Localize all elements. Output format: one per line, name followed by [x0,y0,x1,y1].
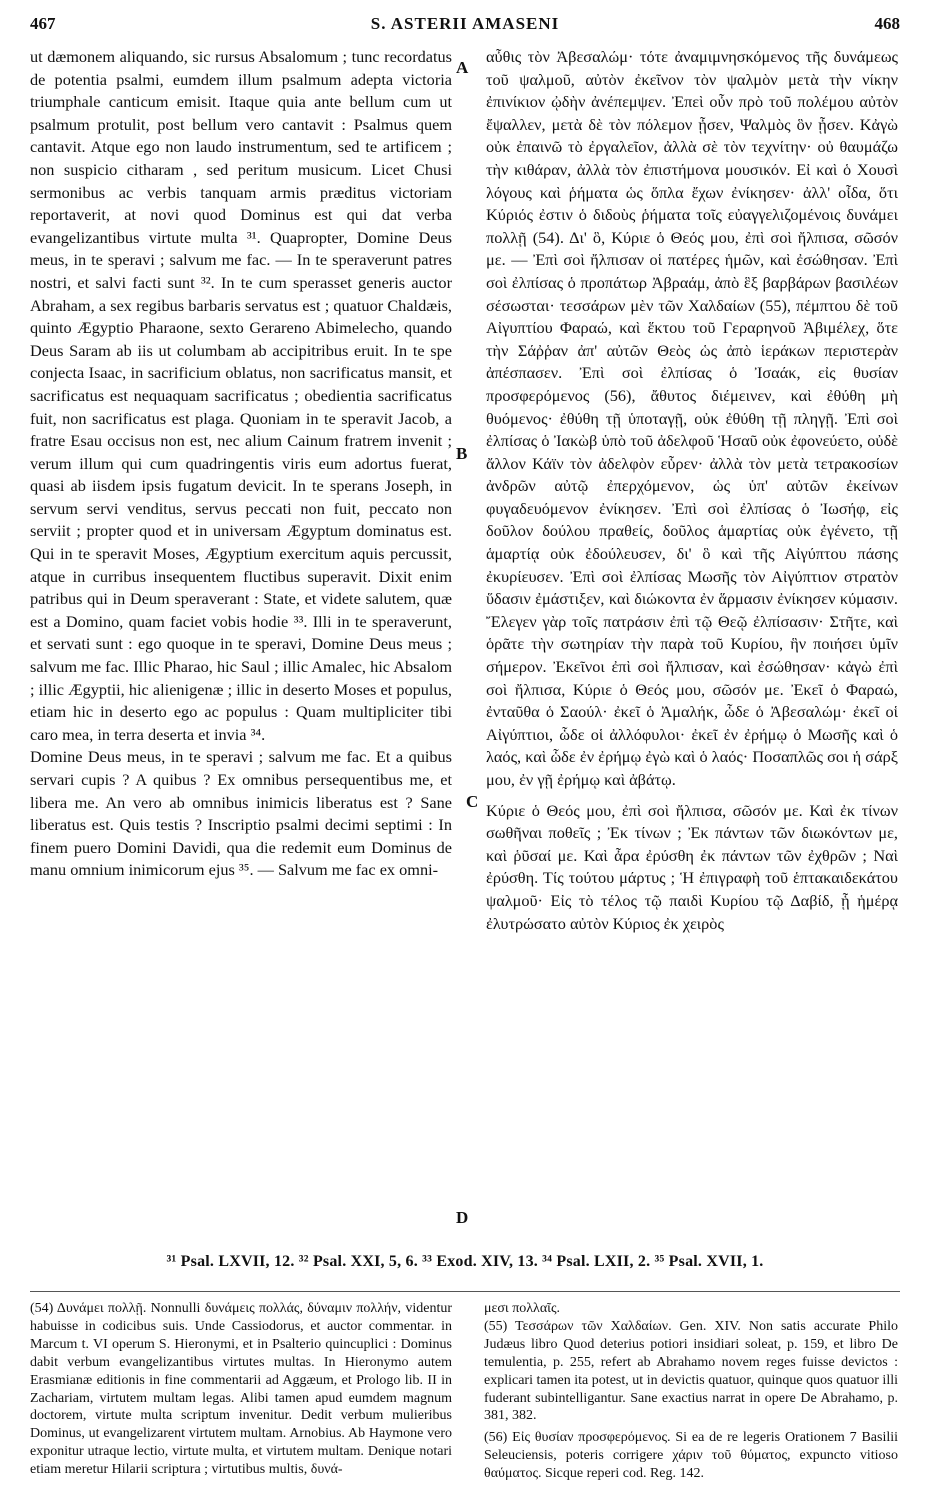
section-marker-b: B [456,444,468,463]
greek-column [486,46,898,935]
footnote-divider [30,1291,900,1292]
section-marker-c: C [466,792,479,811]
running-title: S. ASTERII AMASENI [370,14,560,33]
greek-paragraph-1: αὖθις τὸν Ἀβεσαλώμ· τότε ἀναμιμνησκόμενος τῆς δυνάμεως τοῦ ψαλμοῦ, αὐτὸν ἐκεῖνον τὸν ψαλμὸν μετὰ τὴν νίκην ἐπινίκιον ᾠδὴν ἀνέπεμψεν. Ἐπεὶ οὖν πρὸ τοῦ πολέμου αὐτὸν ἔψαλλεν, μετὰ δὲ τὸν πόλεμον ᾖσεν, Ψαλμὸς ὃν ᾖσεν. Κἀγὼ οὐκ ἐπαινῶ τὸ ἐργαλεῖον, ἀλλὰ σὲ τὸν τεχνίτην· οὐ θαυμάζω τὴν κιθάραν, ἀλλὰ τὸν ἐπιστήμονα μουσικόν. Εἰ καὶ ὁ Χουσὶ λόγους καὶ ῥήματα ὡς ὅπλα ἔχων ἐνίκησεν· ἀλλ' οἶδα, ὅτι Κύριός ἐστιν ὁ διδοὺς ῥήματα τοῖς εὐαγγελιζομένοις δυνάμει πολλῇ (54). Δι' ὃ, Κύριε ὁ Θεός μου, ἐπὶ σοὶ ἤλπισα, σῶσόν με. — Ἐπὶ σοὶ ἤλπισαν οἱ πατέρες ἡμῶν, καὶ ἐσώθησαν. Ἐπὶ σοὶ ἐλπίσας ὁ προπάτωρ Ἀβραάμ, ἀπὸ ἓξ βαρβάρων βασιλέων σέσωσται· τεσσάρων μὲν τῶν Χαλδαίων (55), πέμπτου δὲ τοῦ Αἰγυπτίου Φαραώ, καὶ ἕκτου τοῦ Γεραρηνοῦ Ἀβιμέλεχ, ὅτε τὴν Σάῤῥαν ἀπ' αὐτῶν Θεὸς ὡς ἀπὸ ἱεράκων περιστερὰν ἀπέσπασεν. Ἐπὶ σοὶ ἐλπίσας ὁ Ἰσαάκ, εἰς θυσίαν προσφερόμενος (56), ἄθυτος διέμεινεν, καὶ ἐθύθη μὴ θυόμενος· ἐθύθη τῇ ὑποταγῇ, οὐκ ἐθύθη τῇ πληγῇ. Ἐπὶ σοὶ ἐλπίσας ὁ Ἰακὼβ ὑπὸ τοῦ ἀδελφοῦ Ἡσαῦ οὐκ ἐφονεύετο, οὐδὲ ἄλλον Κάϊν τὸν ἀδελφὸν εὗρεν· ἀλλὰ τὸν μετὰ τετρακοσίων ἀνδρῶν αὐτῷ ἐπερχόμενον, ὡς ὑπ' αὐτῶν ἐκείνων φυγαδευόμενον ἐνίκησεν. Ἐπὶ σοὶ ἐλπίσας ὁ Ἰωσήφ, εἰς δοῦλον δούλου πραθείς, δοῦλος ἁμαρτίας οὐκ ἐγένετο, τῇ ἁμαρτίᾳ οὐκ ἐδούλευσεν, δι' ὃ καὶ τῆς Αἰγύπτου πάσης ἐκυρίευσεν. Ἐπὶ σοὶ ἐλπίσας Μωσῆς τὸν Αἰγύπτιον στρατὸν ὕδασιν ἐμάστιξεν, καὶ διώκοντα ἐν ἅρμασιν ἐνίκησεν κύμασιν. Ἔλεγεν γὰρ τοῖς πατράσιν ἐπὶ τῷ Θεῷ ἐλπίσασιν· Στῆτε, καὶ ὁρᾶτε τὴν σωτηρίαν τὴν παρὰ τοῦ Κυρίου, ἣν ποιήσει ὑμῖν σήμερον. Ἐκεῖνοι ἐπὶ σοὶ ἤλπισαν, καὶ ἐσώθησαν· κἀγὼ ἐπὶ σοὶ ἤλπισα, Κύριε ὁ Θεός μου, σῶσόν με. Ἐκεῖ ὁ Φαραώ, ἐνταῦθα ὁ Σαούλ· ἐκεῖ ὁ Ἀμαλήκ, ὧδε ὁ Ἀβεσαλώμ· ἐκεῖ οἱ Αἰγύπτιοι, ὧδε οἱ ἀλλόφυλοι· ἐκεῖ ἐν ἐρήμῳ ὁ Μωσῆς καὶ ὁ λαός, καὶ ὧδε ἐν ἐρήμῳ ἐγὼ καὶ ὁ λαός· Ποσαπλῶς σοι ἡ σάρξ μου, ἐν γῇ ἐρήμῳ καὶ ἀβάτῳ. [486,47,898,789]
section-marker-a: A [456,58,469,77]
latin-column [30,46,452,882]
footnote-54-continued: μεσι πολλαῖς. [484,1301,560,1316]
greek-paragraph-2: Κύριε ὁ Θεός μου, ἐπὶ σοὶ ἤλπισα, σῶσόν με. Καὶ ἐκ τίνων σωθῆναι ποθεῖς ; Ἐκ τίνων ; Ἐκ πάντων τῶν διωκόντων με, καὶ ῥῦσαί με. Καὶ ἆρα ἐρύσθη ἐκ πάντων τῶν ἐχθρῶν ; Ναὶ ἐρύσθη. Τίς τούτου μάρτυς ; Ἡ ἐπιγραφὴ τοῦ ἑπτακαιδεκάτου ψαλμοῦ· Εἰς τὸ τέλος τῷ παιδὶ Κυρίου τῷ Δαβίδ, ᾗ ἡμέρᾳ ἐλυτρώσατο αὐτὸν Κύριος ἐκ χειρὸς [486,800,898,933]
page-header [30,14,900,40]
footnote-55: (55) Τεσσάρων τῶν Χαλδαίων. Gen. XIV. Non satis accurate Philo Judæus libro Quod deterius potiori insidiari soleat, p. 159, et libro De temulentia, p. 255, refert ab Abrahamo novem reges fuisse devictos : explicari tamen ita potest, ut in devictis quatuor, quinque quos quatuor illi fuderant subintelligantur. Sane exactius narrat in opere De Abrahamo, p. 381, 382. [484,1318,898,1424]
page-number-right: 468 [874,14,900,33]
latin-paragraph-1: ut dæmonem aliquando, sic rursus Absalomum ; tunc recordatus de potentia psalmi, eumdem illum psalmum adepta victoria triumphale canticum emisit. Itaque quia ante bellum cum ut psalmum protulit, post bellum vero cantavit : Psalmus quem cantavit. Atque ego non laudo instrumentum, sed te artificem ; non suspicio citharam , sed peritum musicum. Licet Chusi sermonibus ac verbis tanquam armis præditus victoriam reportaverit, at novi quod Dominus est qui dat verba evangelizantibus virtute multa ³¹. Quapropter, Domine Deus meus, in te speravi ; salvum me fac. — In te speraverunt patres nostri, et salvi facti sunt ³². In te cum sperasset generis auctor Abraham, a sex regibus barbaris servatus est ; quatuor Chaldæis, quinto Ægyptio Pharaone, sexto Gerareno Abimelecho, quando Deus Saram ab iis ut columbam ab accipitribus eruit. In te spe conjecta Isaac, in sacrificium oblatus, non sacrificatus mansit, et sacrificatus est nequaquam sacrificatus ; obedientia sacrificatus fuit, non sacrificatus est plaga. Quoniam in te speravit Jacob, a fratre Esau occisus non est, nec alium Cainum fratrem invenit ; verum illum qui cum quadringentis viris eum adortus fuerat, quasi ab iisdem ipsis fugatum devicit. In te sperans Joseph, in servum servi venditus, servus peccati non fuit, peccato non serviit ; propter quod et in universam Ægyptum dominatus est. Qui in te speravit Moses, Ægyptium exercitum aquis percussit, atque in curribus insequentem fluctibus superavit. Dixit enim patribus qui in Deum speraverant : State, et videte salutem, quæ est a Domino, quam faciet vobis hodie ³³. Illi in te speraverunt, et servati sunt : ego quoque in te speravi, Domine Deus meus ; salvum me fac. Illic Pharao, hic Saul ; illic Amalec, hic Absalom ; illic Ægyptii, hic alienigenæ ; illic in deserto Moses et populus, etiam hic in deserto ego ac populus : Quam multipliciter tibi caro mea, in terra deserta et invia ³⁴. [30,47,452,744]
footnote-56: (56) Εἰς θυσίαν προσφερόμενος. Si ea de re legeris Orationem 7 Basilii Seleuciensis, poteris corrigere χάριν τοῦ θύματος, expuncto vitioso θαύματος. Sicque reperi cod. Reg. 142. [484,1430,898,1482]
latin-paragraph-2: Domine Deus meus, in te speravi ; salvum me fac. Et a quibus servari cupis ? A quibus ? Ex omnibus persequentibus me, et libera me. An vero ab omnibus inimicis liberatus est ? Sane liberatus est. Quis testis ? Inscriptio psalmi decimi septimi : In finem puero Domini Davidi, qua die redemit eum Dominus de manu omnium inimicorum ejus ³⁵. — Salvum me fac ex omni- [30,747,452,880]
page-number-left: 467 [30,14,56,33]
footnote-54: (54) Δυνάμει πολλῇ. Nonnulli δυνάμεις πολλάς, δύναμιν πολλήν, videntur habuisse in codicibus suis. Unde Cassiodorus, et auctor commentar. in Marcum t. VI operum S. Hieronymi, et in Psalterio quincuplici : Dominus dabit verbum evangelizantibus virtutes multas. In Hieronymo autem Erasmianæ editionis in fine commentarii ad Aggæum, et Prologo lib. II in Zachariam, virtutem multam legas. Alibi tamen apud eumdem magnum doctorem, virtute multa scriptum invenitur. Dedit verbum mulieribus Dominus, ut evangelizarent virtutem multam. Arnobius. Ab Haymone vero exponitur utraque lectio, virtute multa, et virtutem multam. Denique notari etiam meretur Hilarii scriptura ; virtutibus multis, δυνά- [30,1301,452,1478]
footnote-left-column [30,1300,452,1479]
scripture-references: ³¹ Psal. LXVII, 12. ³² Psal. XXI, 5, 6. ³³ Exod. XIV, 13. ³⁴ Psal. LXII, 2. ³⁵ Psal. XVII, 1. [166,1253,764,1270]
section-marker-d: D [456,1208,469,1227]
footnote-right-column [484,1300,898,1483]
